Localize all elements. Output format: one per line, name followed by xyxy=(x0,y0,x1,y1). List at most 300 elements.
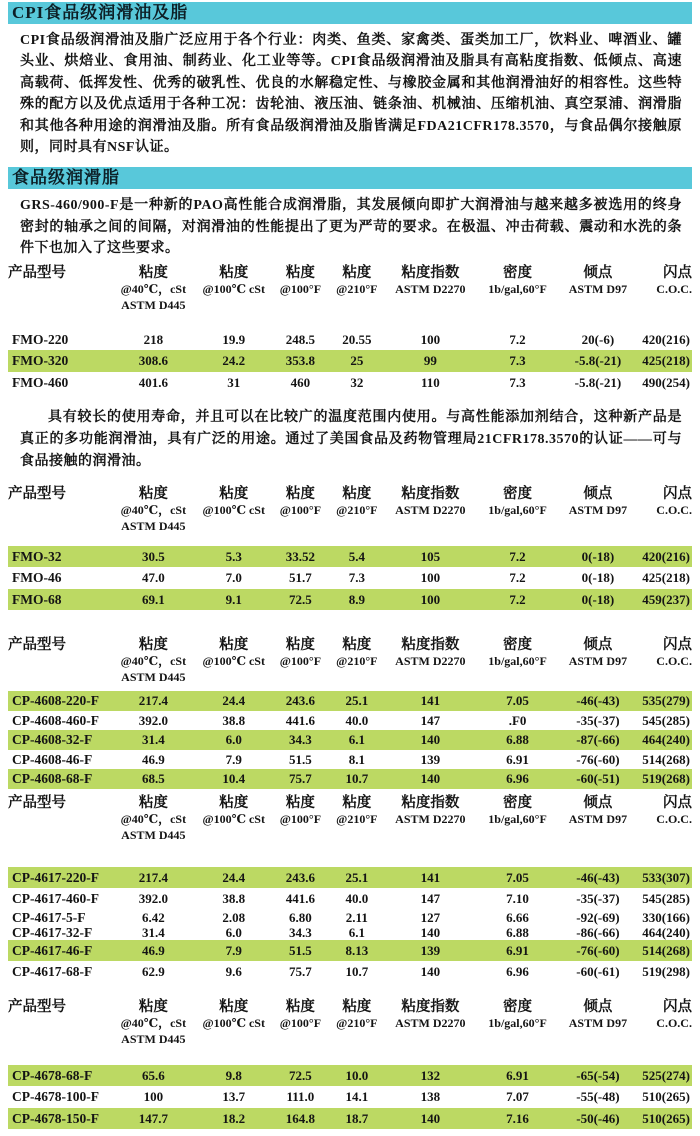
column-header xyxy=(637,486,692,518)
column-header xyxy=(637,637,692,669)
column-header-title: 粘度 xyxy=(285,485,315,502)
value-cell: 75.7 xyxy=(289,964,312,980)
column-header-title: 粘度 xyxy=(342,794,372,811)
column-header-sub: @100℃ cSt xyxy=(202,502,265,517)
intro-paragraph: CPI食品级润滑油及脂广泛应用于各个行业：肉类、鱼类、家禽类、蛋类加工厂，饮料业、啤酒业、罐头业、烘焙业、食用油、制药业、化工业等等。CPI食品级润滑油及脂具有高粘度指数、低倾点、高速高载荷、低挥发性、优秀的破乳性、优良的水解稳定性、与橡胶金属和其他润滑油好的相容性。这些特殊的配方以及优点适用于各种工况：齿轮油、液压油、链条油、机械油、压缩机油、真空泵浦、润滑脂和其他各种用途的润滑油及脂。所有食品级润滑油及脂皆满足FDA21CFR178.3570，与食品偶尔接触原则，同时具有NSF认证。 xyxy=(20,33,682,156)
column-header-sub: C.O.C. xyxy=(656,654,692,669)
value-cell: -87(-66) xyxy=(576,732,620,748)
column-header-title: 倾点 xyxy=(583,637,613,654)
value-cell: -50(-46) xyxy=(576,1110,620,1126)
value-cell: 514(268) xyxy=(642,751,690,767)
value-cell: 6.96 xyxy=(506,964,529,980)
value-cell: 7.2 xyxy=(509,570,526,586)
value-cell: 147 xyxy=(420,891,441,907)
value-cell: 25.1 xyxy=(345,693,369,709)
value-cell: 140 xyxy=(420,771,441,787)
column-header-method: ASTM D445 xyxy=(121,670,186,685)
column-header-sub: @40℃，cSt xyxy=(120,1015,187,1030)
column-header xyxy=(477,486,559,518)
column-header-sub: @100℃ cSt xyxy=(202,654,265,669)
column-header xyxy=(559,265,638,297)
column-header xyxy=(637,265,692,297)
value-cell: 141 xyxy=(420,693,441,709)
value-cell: 8.13 xyxy=(345,942,369,958)
value-cell: -46(-43) xyxy=(576,869,620,885)
table-row xyxy=(8,546,692,568)
value-cell: 308.6 xyxy=(138,353,168,369)
value-cell: -76(-60) xyxy=(576,751,620,767)
product-model-cell: CP-4608-460-F xyxy=(12,712,99,728)
value-cell: 138 xyxy=(420,1089,441,1105)
column-header-title: 闪点 xyxy=(662,637,692,654)
value-cell: 68.5 xyxy=(141,771,165,787)
table-row xyxy=(8,867,692,889)
value-cell: 392.0 xyxy=(138,712,168,728)
value-cell: 24.2 xyxy=(222,353,246,369)
product-model-cell: CP-4678-150-F xyxy=(12,1110,99,1126)
value-cell: 0(-18) xyxy=(581,548,615,564)
value-cell: 34.3 xyxy=(289,732,312,748)
table-row xyxy=(8,372,692,394)
value-cell: 8.1 xyxy=(348,751,365,767)
value-cell: 30.5 xyxy=(141,548,165,564)
table-body xyxy=(8,546,692,611)
value-cell: 9.1 xyxy=(225,591,242,607)
value-cell: 18.7 xyxy=(345,1110,369,1126)
value-cell: -55(-48) xyxy=(576,1089,620,1105)
value-cell: 20(-6) xyxy=(581,331,615,347)
column-header xyxy=(196,265,271,297)
column-header-title: 粘度指数 xyxy=(401,998,460,1015)
product-model-cell: CP-4617-220-F xyxy=(12,869,99,885)
column-header-title: 粘度 xyxy=(138,485,168,502)
value-cell: -60(-51) xyxy=(576,771,620,787)
table-body xyxy=(8,329,692,394)
section-banner-grease xyxy=(8,167,692,189)
table-header-row xyxy=(8,637,692,685)
value-cell: 99 xyxy=(423,353,437,369)
product-model-cell: FMO-220 xyxy=(12,331,69,347)
value-cell: 69.1 xyxy=(141,591,165,607)
column-header xyxy=(477,265,559,297)
column-header-title: 粘度 xyxy=(285,264,315,281)
spec-table-cp4678 xyxy=(8,999,692,1130)
column-header xyxy=(559,637,638,669)
value-cell: 545(285) xyxy=(642,891,690,907)
value-cell: 72.5 xyxy=(289,591,312,607)
column-header-title: 粘度 xyxy=(138,637,168,654)
value-cell: 7.05 xyxy=(506,869,529,885)
value-cell: 5.4 xyxy=(348,548,365,564)
column-header-title: 粘度 xyxy=(219,264,249,281)
grease-paragraph: GRS-460/900-F是一种新的PAO高性能合成润滑脂，其发展倾向即扩大润滑油与越来越多被选用的终身密封的轴承之间的间隔，对润滑油的性能提出了更为严苛的要求。在极温、冲击荷载、震动和水洗的条件下也加入了这些要求。 xyxy=(20,198,682,257)
value-cell: 127 xyxy=(420,909,441,925)
value-cell: 147 xyxy=(420,712,441,728)
column-header-title: 粘度 xyxy=(285,794,315,811)
value-cell: 0(-18) xyxy=(581,591,615,607)
value-cell: 519(298) xyxy=(642,964,690,980)
value-cell: 243.6 xyxy=(285,869,316,885)
value-cell: -35(-37) xyxy=(576,891,620,907)
section-title-oils: CPI食品级润滑油及脂 xyxy=(12,3,189,22)
value-cell: -60(-61) xyxy=(576,964,620,980)
column-header-title: 倾点 xyxy=(583,485,613,502)
value-cell: 140 xyxy=(420,1110,441,1126)
column-header-title: 粘度 xyxy=(342,637,372,654)
column-header-method: ASTM D445 xyxy=(121,1031,186,1046)
value-cell: 24.4 xyxy=(222,869,246,885)
column-header-sub: @210°F xyxy=(336,811,378,826)
column-header xyxy=(271,795,329,827)
product-model-cell: CP-4617-32-F xyxy=(12,924,93,940)
value-cell: 441.6 xyxy=(285,891,316,907)
column-header-sub: @100°F xyxy=(279,654,322,669)
value-cell: 9.8 xyxy=(225,1067,242,1083)
column-header-title: 粘度指数 xyxy=(401,794,460,811)
spec-table-fmo-low xyxy=(8,486,692,611)
column-header-sub: 1b/gal,60°F xyxy=(488,502,547,517)
column-header xyxy=(477,795,559,827)
column-header-title: 粘度指数 xyxy=(401,264,460,281)
value-cell: 401.6 xyxy=(138,374,168,390)
value-cell: 330(166) xyxy=(642,909,690,925)
table-row xyxy=(8,769,692,789)
value-cell: 6.1 xyxy=(348,924,365,940)
column-header xyxy=(384,795,476,827)
product-model-cell: FMO-68 xyxy=(12,591,62,607)
value-cell: 7.2 xyxy=(509,591,526,607)
column-header-title: 粘度 xyxy=(138,794,168,811)
column-header-sub: ASTM D97 xyxy=(568,502,628,517)
value-cell: 217.4 xyxy=(138,869,168,885)
value-cell: 147.7 xyxy=(138,1110,168,1126)
value-cell: 0(-18) xyxy=(581,570,615,586)
spec-table-cp4617 xyxy=(8,795,692,983)
value-cell: 46.9 xyxy=(141,751,165,767)
value-cell: 464(240) xyxy=(642,732,690,748)
column-header xyxy=(329,265,384,297)
column-header-sub: @100℃ cSt xyxy=(202,1015,265,1030)
value-cell: 510(265) xyxy=(642,1110,690,1126)
value-cell: 7.2 xyxy=(509,331,526,347)
value-cell: 13.7 xyxy=(222,1089,246,1105)
column-header-sub: ASTM D97 xyxy=(568,811,628,826)
value-cell: -46(-43) xyxy=(576,693,620,709)
value-cell: 51.7 xyxy=(289,570,312,586)
value-cell: 6.91 xyxy=(506,1067,529,1083)
column-header-sub: ASTM D97 xyxy=(568,1015,628,1030)
column-header xyxy=(384,265,476,297)
value-cell: 464(240) xyxy=(642,924,690,940)
value-cell: 139 xyxy=(420,751,441,767)
table-header-row xyxy=(8,486,692,534)
column-header-title: 密度 xyxy=(503,637,533,654)
value-cell: 105 xyxy=(420,548,441,564)
column-header-product: 产品型号 xyxy=(8,794,66,811)
value-cell: 40.0 xyxy=(345,712,369,728)
table-row xyxy=(8,1086,692,1108)
table-header-row xyxy=(8,265,692,313)
value-cell: 110 xyxy=(420,374,440,390)
value-cell: 140 xyxy=(420,964,441,980)
value-cell: 31 xyxy=(227,374,241,390)
value-cell: 7.0 xyxy=(225,570,242,586)
value-cell: 2.11 xyxy=(345,909,368,925)
column-header-title: 闪点 xyxy=(662,485,692,502)
column-header-title: 粘度指数 xyxy=(401,637,460,654)
column-header xyxy=(196,637,271,669)
table-row xyxy=(8,350,692,372)
product-model-cell: FMO-460 xyxy=(12,374,69,390)
value-cell: 460 xyxy=(290,374,311,390)
column-header-method: ASTM D445 xyxy=(121,827,186,842)
table-body xyxy=(8,867,692,983)
column-header-title: 密度 xyxy=(503,998,533,1015)
value-cell: .F0 xyxy=(508,712,527,728)
value-cell: 459(237) xyxy=(642,591,690,607)
value-cell: 140 xyxy=(420,924,441,940)
column-header-method: ASTM D445 xyxy=(121,297,186,312)
value-cell: 7.3 xyxy=(348,570,365,586)
column-header-sub: @40℃，cSt xyxy=(120,502,187,517)
table-row xyxy=(8,329,692,351)
column-header xyxy=(559,795,638,827)
product-model-cell: CP-4617-5-F xyxy=(12,909,86,925)
column-header xyxy=(637,999,692,1031)
value-cell: 7.16 xyxy=(506,1110,529,1126)
value-cell: 38.8 xyxy=(222,891,246,907)
column-header-title: 粘度 xyxy=(342,264,372,281)
value-cell: 19.9 xyxy=(222,331,246,347)
section-banner-oils xyxy=(8,2,692,24)
value-cell: 7.9 xyxy=(225,942,242,958)
value-cell: -35(-37) xyxy=(576,712,620,728)
column-header xyxy=(559,486,638,518)
column-header-sub: C.O.C. xyxy=(656,502,692,517)
column-header xyxy=(111,265,197,313)
header-body-gap xyxy=(8,1047,692,1065)
value-cell: 34.3 xyxy=(289,924,312,940)
value-cell: 217.4 xyxy=(138,693,168,709)
value-cell: 425(218) xyxy=(642,570,690,586)
column-header-sub: @40℃，cSt xyxy=(120,654,187,669)
value-cell: 75.7 xyxy=(289,771,312,787)
value-cell: 132 xyxy=(420,1067,441,1083)
product-model-cell: CP-4617-68-F xyxy=(12,964,93,980)
column-header-sub: @100°F xyxy=(279,811,322,826)
column-header xyxy=(477,637,559,669)
column-header xyxy=(111,795,197,843)
value-cell: -76(-60) xyxy=(576,942,620,958)
column-header-sub: @100°F xyxy=(279,281,322,296)
column-header-sub: @210°F xyxy=(336,654,378,669)
value-cell: 218 xyxy=(143,331,164,347)
value-cell: 100 xyxy=(420,570,441,586)
value-cell: 353.8 xyxy=(285,353,316,369)
column-header xyxy=(111,637,197,685)
table-row xyxy=(8,888,692,910)
value-cell: 10.4 xyxy=(222,771,246,787)
value-cell: -92(-69) xyxy=(576,909,620,925)
value-cell: 47.0 xyxy=(141,570,165,586)
column-header-title: 密度 xyxy=(503,264,533,281)
column-header xyxy=(196,999,271,1031)
table-body xyxy=(8,1065,692,1130)
column-header-sub: 1b/gal,60°F xyxy=(488,811,547,826)
value-cell: 6.80 xyxy=(289,909,312,925)
value-cell: 10.7 xyxy=(345,771,369,787)
column-header-sub: 1b/gal,60°F xyxy=(488,654,547,669)
product-model-cell: FMO-32 xyxy=(12,548,62,564)
column-header-title: 粘度 xyxy=(138,998,168,1015)
value-cell: 420(216) xyxy=(642,548,690,564)
value-cell: 535(279) xyxy=(642,693,690,709)
value-cell: 141 xyxy=(420,869,441,885)
product-model-cell: CP-4678-100-F xyxy=(12,1089,99,1105)
column-header-title: 粘度 xyxy=(342,485,372,502)
value-cell: 46.9 xyxy=(141,942,165,958)
column-header-sub: ASTM D2270 xyxy=(395,281,466,296)
value-cell: 545(285) xyxy=(642,712,690,728)
product-model-cell: CP-4608-46-F xyxy=(12,751,93,767)
column-header-sub: @100℃ cSt xyxy=(202,811,265,826)
value-cell: 490(254) xyxy=(642,374,690,390)
column-header-title: 密度 xyxy=(503,794,533,811)
column-header-title: 粘度 xyxy=(219,794,249,811)
value-cell: 6.88 xyxy=(506,924,529,940)
column-header xyxy=(111,999,197,1047)
value-cell: 7.07 xyxy=(506,1089,529,1105)
product-model-cell: CP-4608-220-F xyxy=(12,693,99,709)
value-cell: 18.2 xyxy=(222,1110,246,1126)
table-body xyxy=(8,691,692,789)
column-header-sub: C.O.C. xyxy=(656,811,692,826)
column-header-product: 产品型号 xyxy=(8,637,66,654)
value-cell: 31.4 xyxy=(141,732,165,748)
value-cell: 7.05 xyxy=(506,693,529,709)
table-row xyxy=(8,961,692,983)
column-header-sub: @40℃，cSt xyxy=(120,281,187,296)
value-cell: 6.91 xyxy=(506,751,529,767)
value-cell: 514(268) xyxy=(642,942,690,958)
column-header-sub: @100°F xyxy=(279,1015,322,1030)
value-cell: -5.8(-21) xyxy=(574,353,622,369)
column-header-sub: @100℃ cSt xyxy=(202,281,265,296)
value-cell: 40.0 xyxy=(345,891,369,907)
column-header-sub: C.O.C. xyxy=(656,1015,692,1030)
column-header-title: 粘度 xyxy=(219,637,249,654)
column-header-sub: 1b/gal,60°F xyxy=(488,281,547,296)
value-cell: 6.88 xyxy=(506,732,529,748)
column-header-title: 粘度指数 xyxy=(401,485,460,502)
header-body-gap xyxy=(8,313,692,329)
product-model-cell: FMO-46 xyxy=(12,570,62,586)
section-title-grease: 食品级润滑脂 xyxy=(12,168,120,188)
value-cell: 62.9 xyxy=(141,964,165,980)
spec-table-cp4608 xyxy=(8,637,692,789)
product-model-cell: CP-4617-460-F xyxy=(12,891,99,907)
product-model-cell: FMO-320 xyxy=(12,353,69,369)
column-header-title: 粘度 xyxy=(342,998,372,1015)
product-model-cell: CP-4617-46-F xyxy=(12,942,93,958)
value-cell: 2.08 xyxy=(222,909,246,925)
column-header-title: 密度 xyxy=(503,485,533,502)
column-header xyxy=(271,637,329,669)
column-header-sub: @100°F xyxy=(279,502,322,517)
value-cell: 6.42 xyxy=(141,909,165,925)
header-body-gap xyxy=(8,843,692,867)
table-row xyxy=(8,1108,692,1130)
table-row xyxy=(8,691,692,711)
column-header-sub: @210°F xyxy=(336,281,378,296)
value-cell: 10.7 xyxy=(345,964,369,980)
multipurpose-paragraph: 具有较长的使用寿命，并且可以在比较广的温度范围内使用。与高性能添加剂结合，这种新产品是真正的多功能润滑油，具有广泛的用途。通过了美国食品及药物管理局21CFR178.3570的认证——可与食品接触的润滑油。 xyxy=(20,410,682,469)
column-header xyxy=(271,265,329,297)
value-cell: 32 xyxy=(350,374,364,390)
value-cell: 5.3 xyxy=(225,548,242,564)
column-header-title: 倾点 xyxy=(583,264,613,281)
column-header-product: 产品型号 xyxy=(8,264,66,281)
value-cell: 7.2 xyxy=(509,548,526,564)
spec-table-fmo-high xyxy=(8,265,692,394)
value-cell: 7.3 xyxy=(509,374,526,390)
table-row xyxy=(8,730,692,750)
table-row xyxy=(8,711,692,731)
column-header-sub: ASTM D97 xyxy=(568,654,628,669)
value-cell: 7.9 xyxy=(225,751,242,767)
column-header-sub: ASTM D2270 xyxy=(395,502,466,517)
value-cell: 243.6 xyxy=(285,693,316,709)
column-header xyxy=(196,795,271,827)
document-page xyxy=(0,2,700,1136)
column-header xyxy=(329,795,384,827)
column-header xyxy=(384,486,476,518)
column-header-sub: 1b/gal,60°F xyxy=(488,1015,547,1030)
product-model-cell: CP-4608-32-F xyxy=(12,732,93,748)
value-cell: 140 xyxy=(420,732,441,748)
value-cell: 25.1 xyxy=(345,869,369,885)
column-header-sub: ASTM D2270 xyxy=(395,811,466,826)
value-cell: 25 xyxy=(350,353,364,369)
value-cell: 9.6 xyxy=(225,964,242,980)
column-header xyxy=(271,486,329,518)
value-cell: 111.0 xyxy=(286,1089,315,1105)
column-header-title: 粘度 xyxy=(285,998,315,1015)
value-cell: 6.0 xyxy=(225,924,242,940)
product-model-cell: CP-4608-68-F xyxy=(12,771,93,787)
column-header-title: 粘度 xyxy=(219,485,249,502)
value-cell: 510(265) xyxy=(642,1089,690,1105)
column-header-sub: ASTM D2270 xyxy=(395,1015,466,1030)
column-header-title: 倾点 xyxy=(583,794,613,811)
table-row xyxy=(8,910,692,925)
value-cell: 525(274) xyxy=(642,1067,690,1083)
column-header-sub: @210°F xyxy=(336,1015,378,1030)
value-cell: 7.10 xyxy=(506,891,529,907)
value-cell: 441.6 xyxy=(285,712,316,728)
value-cell: 6.96 xyxy=(506,771,529,787)
value-cell: 6.66 xyxy=(506,909,529,925)
column-header xyxy=(559,999,638,1031)
column-header-title: 粘度 xyxy=(285,637,315,654)
header-body-gap xyxy=(8,534,692,546)
column-header-title: 倾点 xyxy=(583,998,613,1015)
value-cell: 10.0 xyxy=(345,1067,369,1083)
value-cell: -65(-54) xyxy=(576,1067,620,1083)
column-header-title: 闪点 xyxy=(662,998,692,1015)
column-header-product: 产品型号 xyxy=(8,485,66,502)
table-header-row xyxy=(8,795,692,843)
